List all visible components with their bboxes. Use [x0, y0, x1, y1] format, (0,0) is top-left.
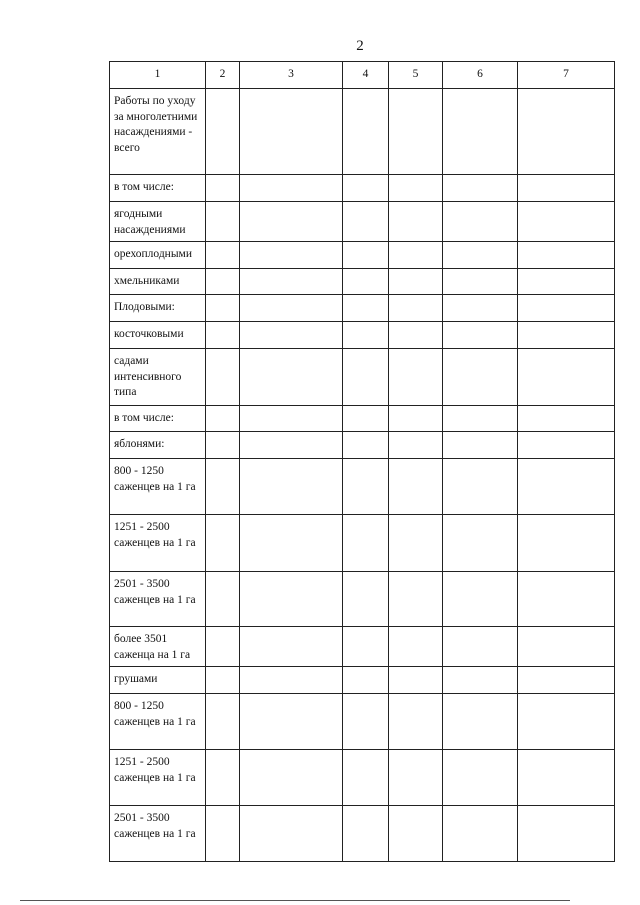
- row-label: косточковыми: [110, 322, 206, 349]
- column-header: 4: [343, 62, 389, 89]
- table-row: [110, 295, 615, 322]
- empty-cell: [389, 406, 443, 432]
- empty-cell: [518, 572, 615, 627]
- column-header: 2: [206, 62, 240, 89]
- empty-cell: [206, 202, 240, 242]
- empty-cell: [389, 89, 443, 175]
- empty-cell: [240, 667, 343, 694]
- empty-cell: [206, 667, 240, 694]
- column-header: 5: [389, 62, 443, 89]
- empty-cell: [240, 432, 343, 459]
- empty-cell: [206, 406, 240, 432]
- row-label: 2501 - 3500 саженцев на 1 га: [110, 572, 206, 627]
- empty-cell: [240, 242, 343, 269]
- empty-cell: [240, 806, 343, 862]
- row-label: более 3501 саженца на 1 га: [110, 627, 206, 667]
- row-label: в том числе:: [110, 175, 206, 202]
- empty-cell: [443, 349, 518, 406]
- empty-cell: [518, 406, 615, 432]
- empty-cell: [206, 349, 240, 406]
- table-row: [110, 89, 615, 175]
- row-label: 2501 - 3500 саженцев на 1 га: [110, 806, 206, 862]
- table-row: [110, 202, 615, 242]
- empty-cell: [343, 406, 389, 432]
- empty-cell: [206, 694, 240, 750]
- empty-cell: [389, 515, 443, 572]
- column-header: 7: [518, 62, 615, 89]
- empty-cell: [443, 432, 518, 459]
- empty-cell: [443, 89, 518, 175]
- empty-cell: [206, 242, 240, 269]
- empty-cell: [343, 627, 389, 667]
- empty-cell: [240, 295, 343, 322]
- table-row: [110, 627, 615, 667]
- table-row: [110, 515, 615, 572]
- column-header: 6: [443, 62, 518, 89]
- row-label: Работы по уходу за многолетними насаждениями - всего: [110, 89, 206, 175]
- empty-cell: [389, 694, 443, 750]
- empty-cell: [389, 295, 443, 322]
- empty-cell: [389, 349, 443, 406]
- table-row: [110, 572, 615, 627]
- row-label: орехоплодными: [110, 242, 206, 269]
- row-label: 1251 - 2500 саженцев на 1 га: [110, 515, 206, 572]
- bottom-rule: [20, 900, 570, 901]
- empty-cell: [443, 515, 518, 572]
- empty-cell: [389, 667, 443, 694]
- empty-cell: [343, 515, 389, 572]
- empty-cell: [389, 459, 443, 515]
- empty-cell: [518, 694, 615, 750]
- empty-cell: [206, 515, 240, 572]
- empty-cell: [206, 295, 240, 322]
- empty-cell: [240, 459, 343, 515]
- empty-cell: [240, 202, 343, 242]
- row-label: ягодными насаждениями: [110, 202, 206, 242]
- empty-cell: [206, 750, 240, 806]
- empty-cell: [389, 432, 443, 459]
- empty-cell: [518, 515, 615, 572]
- empty-cell: [240, 572, 343, 627]
- empty-cell: [240, 322, 343, 349]
- table-row: [110, 269, 615, 295]
- empty-cell: [518, 667, 615, 694]
- empty-cell: [343, 694, 389, 750]
- form-table: [109, 61, 615, 862]
- column-header: 1: [110, 62, 206, 89]
- empty-cell: [518, 269, 615, 295]
- empty-cell: [443, 295, 518, 322]
- table-row: [110, 349, 615, 406]
- empty-cell: [389, 322, 443, 349]
- empty-cell: [343, 432, 389, 459]
- empty-cell: [206, 627, 240, 667]
- table-row: [110, 806, 615, 862]
- table-row: [110, 242, 615, 269]
- empty-cell: [343, 295, 389, 322]
- empty-cell: [443, 806, 518, 862]
- empty-cell: [389, 750, 443, 806]
- empty-cell: [518, 242, 615, 269]
- empty-cell: [240, 694, 343, 750]
- table-row: [110, 432, 615, 459]
- empty-cell: [343, 349, 389, 406]
- empty-cell: [518, 349, 615, 406]
- empty-cell: [343, 202, 389, 242]
- empty-cell: [518, 750, 615, 806]
- empty-cell: [443, 694, 518, 750]
- table-row: [110, 175, 615, 202]
- empty-cell: [343, 242, 389, 269]
- empty-cell: [343, 806, 389, 862]
- empty-cell: [240, 269, 343, 295]
- empty-cell: [240, 89, 343, 175]
- row-label: в том числе:: [110, 406, 206, 432]
- table-row: [110, 694, 615, 750]
- empty-cell: [206, 89, 240, 175]
- row-label: грушами: [110, 667, 206, 694]
- empty-cell: [343, 667, 389, 694]
- empty-cell: [343, 269, 389, 295]
- page-number: 2: [356, 38, 364, 54]
- empty-cell: [518, 202, 615, 242]
- empty-cell: [240, 750, 343, 806]
- table-row: [110, 750, 615, 806]
- empty-cell: [343, 322, 389, 349]
- empty-cell: [343, 750, 389, 806]
- empty-cell: [443, 242, 518, 269]
- empty-cell: [443, 202, 518, 242]
- empty-cell: [518, 295, 615, 322]
- row-label: хмельниками: [110, 269, 206, 295]
- empty-cell: [443, 322, 518, 349]
- row-label: Плодовыми:: [110, 295, 206, 322]
- row-label: яблонями:: [110, 432, 206, 459]
- empty-cell: [518, 175, 615, 202]
- empty-cell: [518, 322, 615, 349]
- empty-cell: [206, 572, 240, 627]
- empty-cell: [343, 175, 389, 202]
- empty-cell: [206, 322, 240, 349]
- empty-cell: [518, 89, 615, 175]
- empty-cell: [518, 459, 615, 515]
- empty-cell: [206, 459, 240, 515]
- empty-cell: [240, 627, 343, 667]
- empty-cell: [443, 572, 518, 627]
- empty-cell: [240, 406, 343, 432]
- empty-cell: [443, 667, 518, 694]
- empty-cell: [240, 175, 343, 202]
- empty-cell: [443, 459, 518, 515]
- empty-cell: [343, 459, 389, 515]
- empty-cell: [206, 175, 240, 202]
- empty-cell: [389, 806, 443, 862]
- empty-cell: [389, 175, 443, 202]
- empty-cell: [443, 269, 518, 295]
- empty-cell: [443, 175, 518, 202]
- table-header-row: [110, 62, 615, 89]
- empty-cell: [240, 349, 343, 406]
- empty-cell: [443, 627, 518, 667]
- row-label: садами интенсивного типа: [110, 349, 206, 406]
- empty-cell: [389, 269, 443, 295]
- empty-cell: [389, 627, 443, 667]
- table-row: [110, 667, 615, 694]
- row-label: 800 - 1250 саженцев на 1 га: [110, 459, 206, 515]
- row-label: 1251 - 2500 саженцев на 1 га: [110, 750, 206, 806]
- empty-cell: [518, 432, 615, 459]
- empty-cell: [343, 572, 389, 627]
- empty-cell: [389, 202, 443, 242]
- empty-cell: [518, 627, 615, 667]
- empty-cell: [389, 572, 443, 627]
- row-label: 800 - 1250 саженцев на 1 га: [110, 694, 206, 750]
- column-header: 3: [240, 62, 343, 89]
- empty-cell: [206, 269, 240, 295]
- empty-cell: [443, 406, 518, 432]
- empty-cell: [240, 515, 343, 572]
- table-row: [110, 406, 615, 432]
- empty-cell: [518, 806, 615, 862]
- empty-cell: [206, 432, 240, 459]
- empty-cell: [206, 806, 240, 862]
- table-row: [110, 459, 615, 515]
- empty-cell: [443, 750, 518, 806]
- table-row: [110, 322, 615, 349]
- empty-cell: [389, 242, 443, 269]
- empty-cell: [343, 89, 389, 175]
